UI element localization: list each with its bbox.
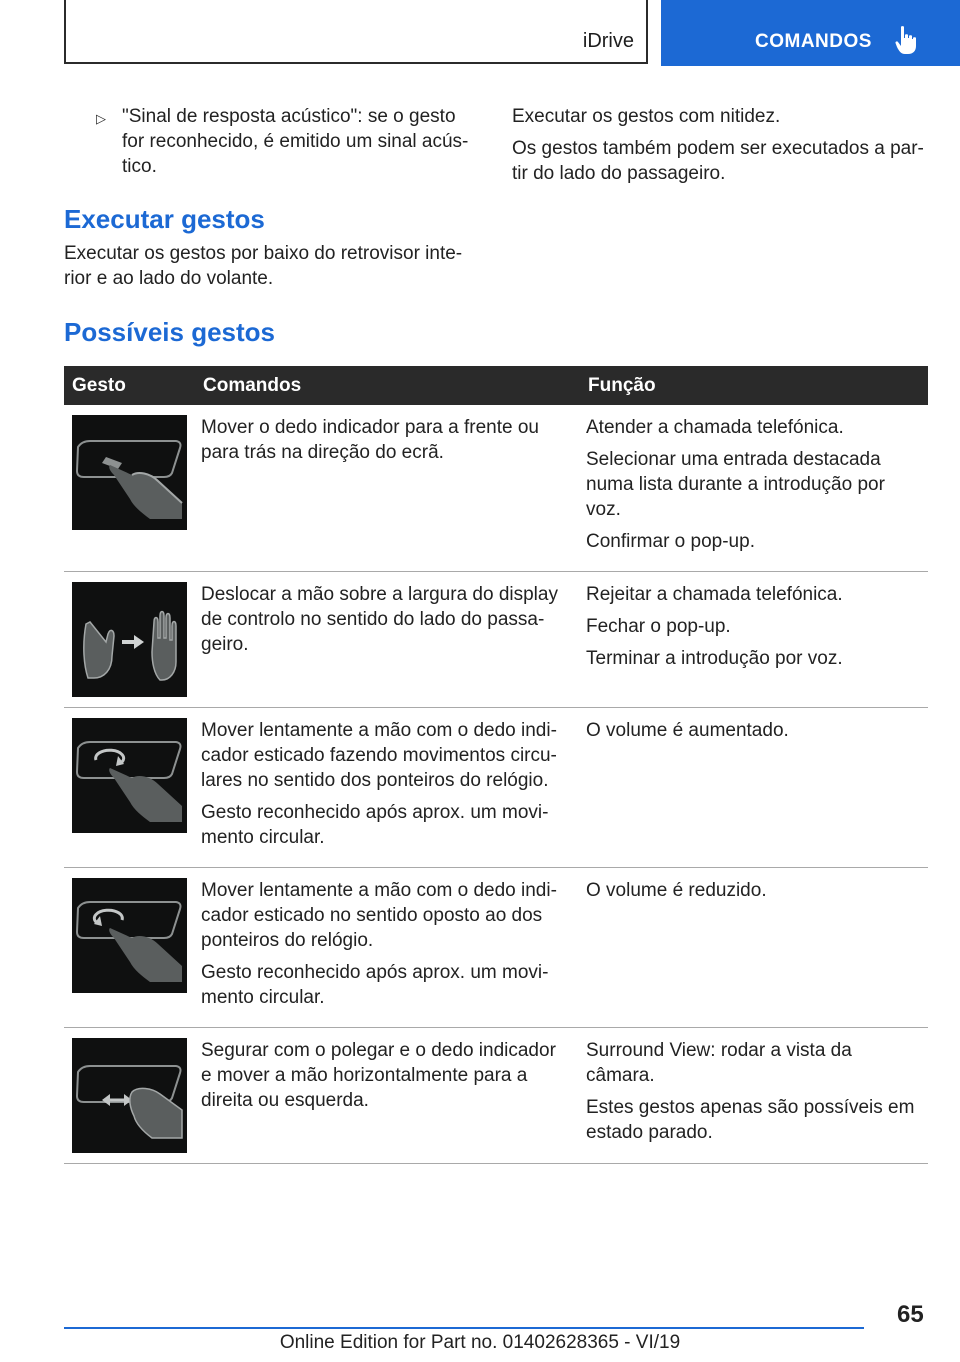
header-chapter-tab xyxy=(661,0,960,66)
header-commands: Comandos xyxy=(195,366,580,405)
gesture-point-forward-back-icon xyxy=(72,415,187,530)
command-text: Deslocar a mão sobre a largura do display de controlo no sentido do lado do passa-geiro. xyxy=(201,584,558,655)
edition-text: Online Edition for Part no. 01402628365 - VI/19 xyxy=(279,1332,681,1353)
function-text: O volume é aumentado. xyxy=(586,720,789,741)
gesture-swipe-hand-icon xyxy=(72,582,187,697)
heading-execute-gestures: Executar gestos xyxy=(64,204,265,234)
function-cell xyxy=(580,1028,928,1164)
function-text: O volume é reduzido. xyxy=(586,880,767,901)
heading-possible-gestures: Possíveis gestos xyxy=(64,317,275,347)
pointing-hand-icon xyxy=(895,25,919,55)
function-text: Selecionar uma entrada destacada numa lista durante a introdução por voz. xyxy=(586,449,885,520)
commands-cell xyxy=(195,572,580,708)
table-header-row xyxy=(64,366,928,405)
gesture-circle-counterclockwise-icon xyxy=(72,878,187,993)
command-text: Mover o dedo indicador para a frente ou para trás na direção do ecrã. xyxy=(201,417,539,463)
execute-clearly-text: Executar os gestos com nitidez. xyxy=(512,106,781,127)
gesture-cell xyxy=(64,1028,195,1164)
function-cell xyxy=(580,868,928,1028)
table-row xyxy=(64,572,928,708)
header-chapter-title: COMANDOS xyxy=(755,31,872,52)
page-number: 65 xyxy=(897,1301,924,1328)
header-function: Função xyxy=(580,366,928,405)
function-cell xyxy=(580,405,928,572)
gesture-cell xyxy=(64,572,195,708)
header-gesture: Gesto xyxy=(64,366,195,405)
table-row xyxy=(64,708,928,868)
execute-gestures-text: Executar os gestos por baixo do retrovisor inte-rior e ao lado do volante. xyxy=(64,243,463,289)
function-cell xyxy=(580,708,928,868)
function-cell xyxy=(580,572,928,708)
footer-divider xyxy=(64,1327,864,1329)
header-section-box xyxy=(64,0,648,64)
gesture-cell xyxy=(64,708,195,868)
acoustic-signal-text: "Sinal de resposta acústico": se o gesto for reconhecido, é emitido um sinal acús-tico. xyxy=(122,106,469,177)
table-row xyxy=(64,1028,928,1164)
gesture-pinch-move-icon xyxy=(72,1038,187,1153)
commands-cell xyxy=(195,868,580,1028)
function-text: Surround View: rodar a vista da câmara. xyxy=(586,1040,852,1086)
command-text: Mover lentamente a mão com o dedo indi-cador esticado fazendo movimentos circu-lares no sentido dos ponteiros do relógio. xyxy=(201,720,557,791)
function-text: Estes gestos apenas são possíveis em estado parado. xyxy=(586,1097,915,1143)
command-text: Segurar com o polegar e o dedo indicador e mover a mão horizontalmente para a direita ou esquerda. xyxy=(201,1040,556,1111)
passenger-side-text: Os gestos também podem ser executados a par-tir do lado do passageiro. xyxy=(512,138,924,184)
intro-right-column xyxy=(512,104,928,193)
command-text: Mover lentamente a mão com o dedo indi-cador esticado no sentido oposto ao dos ponteiros do relógio. xyxy=(201,880,557,951)
commands-cell xyxy=(195,1028,580,1164)
intro-left-column xyxy=(64,104,476,179)
function-text: Atender a chamada telefónica. xyxy=(586,417,844,438)
function-text: Fechar o pop-up. xyxy=(586,616,731,637)
table-row xyxy=(64,868,928,1028)
bullet-triangle-icon: ▷ xyxy=(96,111,106,126)
function-text: Terminar a introdução por voz. xyxy=(586,648,843,669)
gesture-cell xyxy=(64,868,195,1028)
gesture-cell xyxy=(64,405,195,572)
header-section-title: iDrive xyxy=(582,30,634,52)
acoustic-signal-bullet xyxy=(64,104,476,179)
commands-cell xyxy=(195,405,580,572)
command-text: Gesto reconhecido após aprox. um movi-mento circular. xyxy=(201,962,549,1008)
gestures-table xyxy=(64,366,928,1164)
table-row xyxy=(64,405,928,572)
function-text: Confirmar o pop-up. xyxy=(586,531,755,552)
commands-cell xyxy=(195,708,580,868)
command-text: Gesto reconhecido após aprox. um movi-mento circular. xyxy=(201,802,549,848)
gesture-circle-clockwise-icon xyxy=(72,718,187,833)
function-text: Rejeitar a chamada telefónica. xyxy=(586,584,843,605)
